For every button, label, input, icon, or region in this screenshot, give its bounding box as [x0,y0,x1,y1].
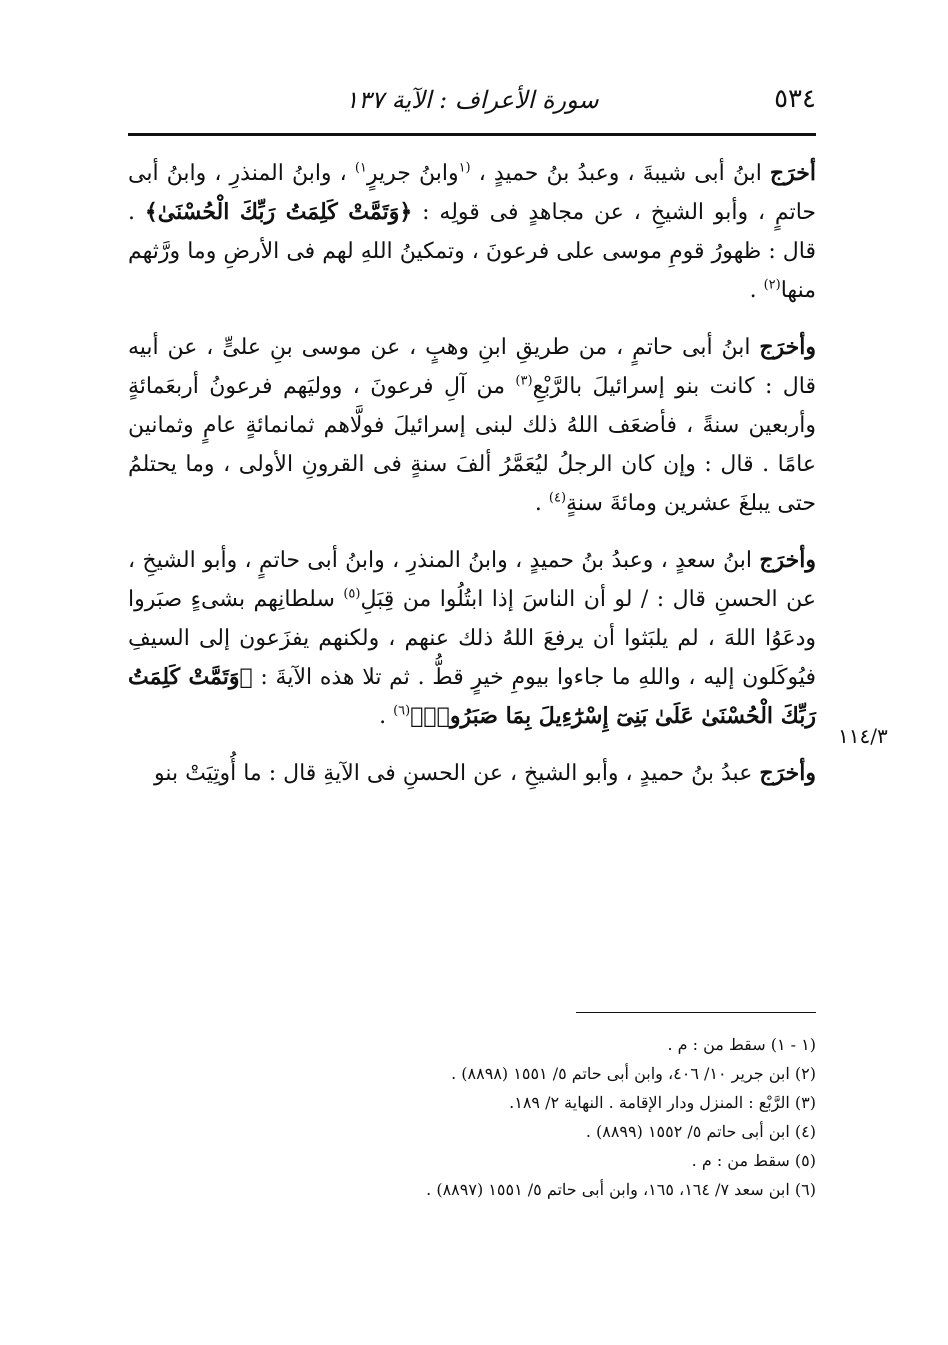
page-number: ٥٣٤ [774,84,816,114]
paragraph-text: . قال : ظهورُ قومِ موسى على فرعونَ ، وتمكينُ اللهِ لهم فى الأرضِ وما ورَّثهم منها [128,200,816,303]
paragraph-lead-word: أخرَج [769,160,816,186]
footnote-marker: (٢) [763,277,781,293]
paragraph [128,328,816,523]
footnote: (٣) الرَّبْع : المنزل ودار الإقامة . النهاية ٢/ ١٨٩. [509,1093,816,1112]
footnote-marker: (٤) [548,490,567,506]
footnote: (٤) ابن أبى حاتم ٥/ ١٥٥٢ (٨٨٩٩) . [585,1122,816,1141]
footnote: (١ - ١) سقط من : م . [667,1035,816,1054]
header-rule [128,133,816,136]
footnote-marker: (٦) [393,703,411,719]
paragraph-text: ابنُ أبى شيبةَ ، وعبدُ بنُ حميدٍ ، [470,161,770,186]
paragraph-text: ابنُ سعدٍ ، وعبدُ بنُ حميدٍ ، وابنُ المنذرِ ، وابنُ أبى حاتمٍ ، وأبو الشيخِ ، عن الحسنِ قال : / لو أن الناسَ إذا ابتُلُوا من قِبَلِ [128,548,816,612]
footnote-marker: (٥) [343,586,361,602]
footnote: (٢) ابن جرير ١٠/ ٤٠٦، وابن أبى حاتم ٥/ ١٥٥١ (٨٨٩٨) . [451,1064,816,1083]
paragraph-text: ، وابنُ المنذرِ ، وابنُ أبى حاتمٍ ، وأبو الشيخِ ، عن مجاهدٍ فى قولِه : [128,161,816,225]
footnote: (٥) سقط من : م . [691,1151,816,1170]
paragraph-lead-word: وأخرَج [759,760,816,786]
paragraph-text: ابنُ أبى حاتمٍ ، من طريقِ ابنِ وهبٍ ، عن موسى بنِ علىٍّ ، عن أبيه قال : كانت بنو إسرائيلَ بالرَّبْعِ [128,335,816,399]
margin-volume-page-reference: ١١٤/٣ [838,724,888,748]
paragraph-text: . [749,278,764,303]
paragraph-text: عبدُ بنُ حميدٍ ، وأبو الشيخِ ، عن الحسنِ فى الآيةِ قال : ما أُوتِيَتْ بنو [154,761,760,786]
paragraph-text: وابنُ جريرٍ [366,161,459,186]
quran-quote: ﴿وَتَمَّتْ كَلِمَتُ رَبِّكَ الْحُسْنَىٰ عَلَىٰ بَنِىٓ إِسْرَٰٓءِيلَ بِمَا صَبَرُوا۟﴾ [128,664,816,729]
footnote-marker: (١ [458,160,471,176]
footnote-separator [576,1012,816,1013]
paragraph [128,541,816,736]
paragraph-text: من آلِ فرعونَ ، ووليَهم فرعونُ أربعَمائةٍ وأربعين سنةً ، فأضعَف اللهُ ذلك لبنى إسرائيلَ فولَّاهم ثمانمائةٍ عامٍ وثمانين عامًا . قال : وإن كان الرجلُ ليُعَمَّرُ ألفَ سنةٍ فى القرونِ الأولى ، وما يحتلمُ حتى يبلغَ عشرين ومائةَ سنةٍ [128,374,816,516]
paragraph-lead-word: وأخرَج [759,547,816,573]
paragraph [128,154,816,310]
footnote-marker: (٣) [515,373,533,389]
paragraph [128,754,816,793]
page-header [128,76,816,124]
footnote: (٦) ابن سعد ٧/ ١٦٤، ١٦٥، وابن أبى حاتم ٥/ ١٥٥١ (٨٨٩٧) . [426,1180,816,1199]
footnote-marker: ١) [354,160,367,176]
paragraph-lead-word: وأخرَج [759,334,816,360]
quran-quote: ﴿وَتَمَّتْ كَلِمَتُ رَبِّكَ الْحُسْنَىٰ﴾ [144,199,413,225]
footnotes-list [128,1030,816,1204]
paragraph-text: . [379,704,394,729]
paragraph-text: سلطانِهم بشىءٍ صبَروا ودعَوُا اللهَ ، لم يلبَثوا أن يرفعَ اللهُ ذلك عنهم ، ولكنهم يفزَعون إلى السيفِ فيُوكَلون إليه ، واللهِ ما جاءوا بيومِ خيرٍ قطُّ . ثم تلا هذه الآيةَ : [128,587,816,690]
paragraph-text: . [534,491,549,516]
main-text [128,154,816,811]
running-title: سورة الأعراف : الآية ١٣٧ [345,86,599,114]
